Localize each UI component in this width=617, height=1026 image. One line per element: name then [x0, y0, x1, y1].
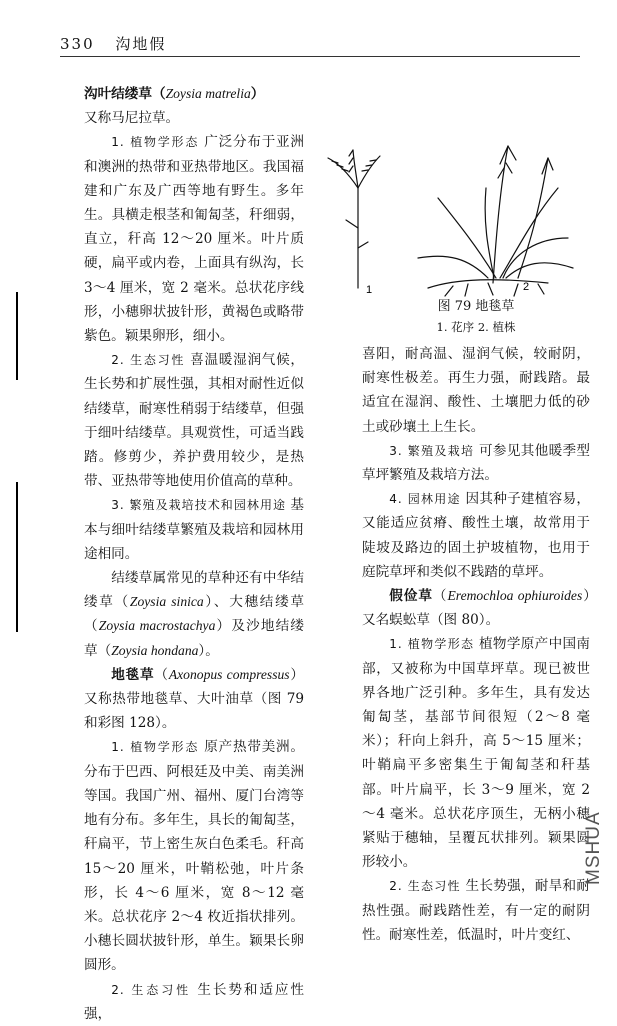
scan-edge-mark: [16, 292, 18, 380]
figure-title: 图 79 地毯草: [437, 299, 515, 314]
grass-illustration: [318, 128, 588, 298]
paragraph: 1. 植物学形态 原产热带美洲。分布于巴西、阿根廷及中美、南美洲等国。我国广州、福州、厦门台湾等地有分布。多年生，具长的匍匐茎，秆扁平，节上密生灰白色柔毛。秆高 15～20 厘米，叶鞘松弛，叶片条形，长 4～6 厘米，宽 8～12 毫米。总状花序 2～4 枚近指状排列。小穗长圆状披针形，单生。颖果长卵圆形。: [84, 739, 305, 974]
figure-caption: [362, 296, 590, 336]
watermark: MSHUA: [583, 811, 604, 885]
paragraph: 4. 园林用途 因其种子建植容易，又能适应贫瘠、酸性土壤，故常用于陡坡及路边的固土护坡植物，也用于庭院草坪和类似不践踏的草坪。: [362, 491, 591, 580]
entry-title-eremochloa: 假俭草（Eremochloa ophiuroides）又名蜈蚣草（图 80）。: [362, 588, 591, 629]
running-title: 沟地假: [115, 35, 167, 53]
paragraph: 2. 生态习性 生长势和适应性强，: [84, 981, 304, 1022]
paragraph: 喜阳，耐高温、湿润气候，较耐阴，耐寒性极差。再生力强，耐践踏。最适宜在湿润、酸性、土壤肥力低的砂土或砂壤土上生长。: [362, 346, 590, 435]
running-header: [60, 33, 166, 54]
entry-title-axonopus: 地毯草（Axonopus compressus） 又称热带地毯草、大叶油草（图 79 和彩图 128）。: [84, 666, 305, 732]
left-column: [84, 82, 304, 1026]
page-number: 330: [60, 35, 95, 53]
paragraph: 2. 生态习性 生长势强，耐旱和耐热性强。耐践踏性差，有一定的耐阴性。耐寒性差，低温时，叶片变红、: [362, 878, 591, 943]
paragraph: 2. 生态习性 喜温暖湿润气候，生长势和扩展性强，其相对耐性近似结缕草，耐寒性稍弱于结缕草，但强于细叶结缕草。具观赏性，可适当践踏。修剪少，养护费用较少，是热带、亚热带等地使用价值高的草种。: [84, 352, 305, 490]
entry-title-zoysia-matrella: 沟叶结缕草（Zoysia matrelia）: [84, 86, 265, 102]
scan-edge-mark: [16, 482, 18, 632]
figure-label-2: 2: [523, 281, 530, 293]
paragraph: 又称马尼拉草。: [84, 110, 180, 127]
figure-subcaption: 1. 花序 2. 植株: [436, 320, 516, 334]
paragraph: 3. 繁殖及栽培 可参见其他暖季型草坪繁殖及栽培方法。: [362, 442, 590, 484]
header-rule: [60, 56, 580, 57]
paragraph: 1. 植物学形态 广泛分布于亚洲和澳洲的热带和亚热带地区。我国福建和广东及广西等地有野生。多年生。具横走根茎和匍匐茎，秆细弱，直立，秆高 12～20 厘米。叶片质硬，扁平或内卷，上面具有纵沟，长 3～4 厘米，宽 2 毫米。总状花序线形，小穗卵状披针形，黄褐色或略带紫色。颖果卵形，细小。: [84, 134, 305, 345]
paragraph: 1. 植物学形态 植物学原产中国南部，又被称为中国草坪草。现已被世界各地广泛引种。多年生，具有发达匍匐茎，基部节间很短（2～8 毫米）；秆向上斜升，高 5～15 厘米；叶鞘扁平多密集生于匍匐茎和秆基部。叶片扁平，长 3～9 厘米，宽 2～4 毫米。总状花序顶生，无柄小穗紧贴于穗轴，呈覆瓦状排列。颖果圆形较小。: [362, 636, 590, 871]
paragraph: 3. 繁殖及栽培技术和园林用途 基本与细叶结缕草繁殖及栽培和园林用途相同。: [84, 497, 305, 562]
right-column: [362, 342, 590, 947]
paragraph: 结缕草属常见的草种还有中华结缕草（Zoysia sinica）、大穗结缕草（Zoysia macrostachya）及沙地结缕草（Zoysia hondana）。: [84, 570, 305, 659]
figure-label-1: 1: [366, 284, 373, 296]
